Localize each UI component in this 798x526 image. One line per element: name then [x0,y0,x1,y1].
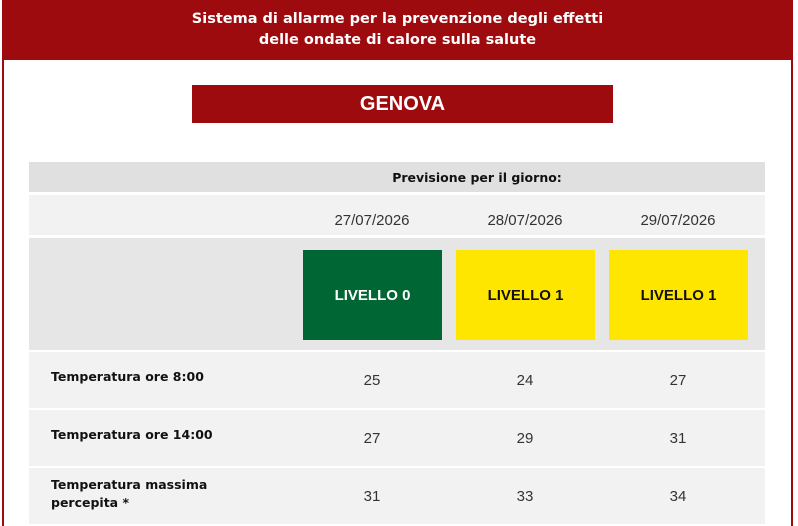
temp-8-day-2: 24 [516,372,534,389]
city-title: GENOVA [192,85,613,123]
temp-max-label-line1: Temperatura massima [51,477,208,492]
dates-row [29,195,765,235]
page-header [2,0,793,60]
temp-max-day-1: 31 [363,488,381,505]
temp-8-row [29,352,765,408]
temp-max-row [29,468,765,524]
date-day-2: 28/07/2026 [487,212,563,229]
temp-14-label: Temperatura ore 14:00 [51,427,213,442]
date-day-1: 27/07/2026 [334,212,410,229]
temp-max-day-3: 34 [669,488,687,505]
level-badge-day-2: LIVELLO 1 [456,250,595,340]
temp-8-label: Temperatura ore 8:00 [51,369,204,384]
temp-14-day-3: 31 [669,430,687,447]
temp-max-label [51,476,207,512]
temp-max-label-line2: percepita * [51,495,130,510]
forecast-header-row [29,162,765,192]
temp-max-day-2: 33 [516,488,534,505]
level-badge-day-3: LIVELLO 1 [609,250,748,340]
temp-14-row [29,410,765,466]
header-title-line1: Sistema di allarme per la prevenzione degli effetti [191,11,604,27]
levels-row [29,238,765,350]
header-title-line2: delle ondate di calore sulla salute [258,32,537,48]
forecast-label: Previsione per il giorno: [392,170,562,185]
temp-8-day-1: 25 [363,372,381,389]
temp-14-day-2: 29 [516,430,534,447]
temp-14-day-1: 27 [363,430,381,447]
date-day-3: 29/07/2026 [640,212,716,229]
temp-8-day-3: 27 [669,372,687,389]
level-badge-day-1: LIVELLO 0 [303,250,442,340]
